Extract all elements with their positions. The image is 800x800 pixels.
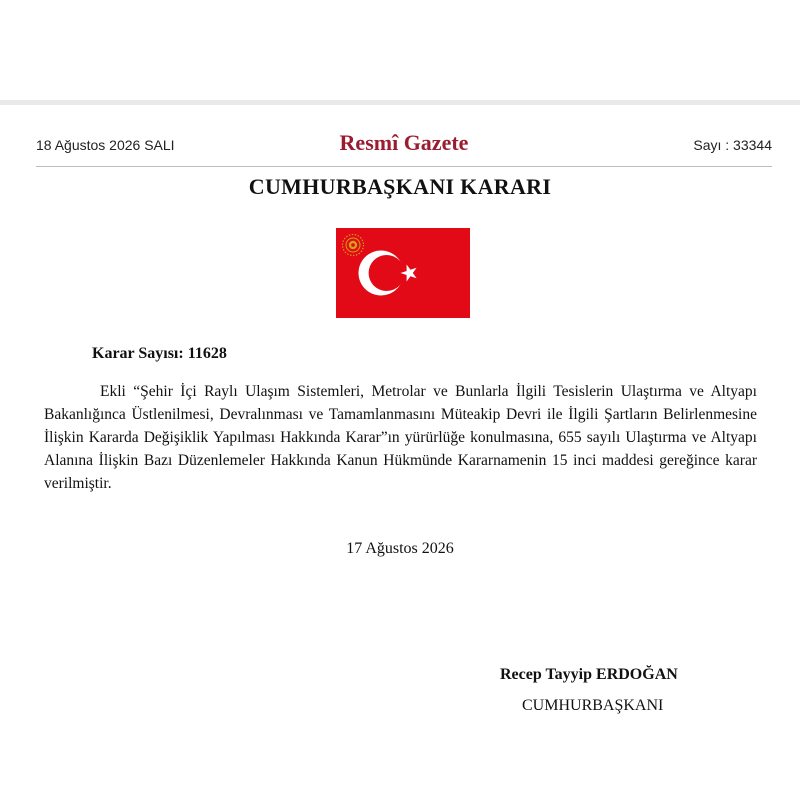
issue-number: Sayı : 33344 <box>693 137 772 153</box>
header-divider <box>36 166 772 167</box>
document-title: CUMHURBAŞKANI KARARI <box>248 174 552 199</box>
gazette-title: Resmî Gazete <box>339 130 469 155</box>
gazette-header <box>36 128 772 162</box>
issue-date: 18 Ağustos 2026 SALI <box>36 137 175 153</box>
decision-date: 17 Ağustos 2026 <box>346 540 454 557</box>
signatory-title: CUMHURBAŞKANI <box>522 697 664 714</box>
decision-body-text: Ekli “Şehir İçi Raylı Ulaşım Sistemleri, Metrolar ve Bunlarla İlgili Tesislerin Ulaştırma ve Altyapı Bakanlığınca Üstlenilmesi, Devralınması ve Tamamlanmasını Müteakip Devri ile İlgili Şartların Belirlenmesine İlişkin Kararda Değişiklik Yapılması Hakkında Karar”ın yürürlüğe konulmasına, 655 sayılı Ulaştırma ve Altyapı Alanına İlişkin Bazı Düzenlemeler Hakkında Kanun Hükmünde Kararnamenin 15 inci maddesi gereğince karar verilmiştir. <box>44 383 757 492</box>
turkish-flag-icon <box>336 228 470 318</box>
signatory-name: Recep Tayyip ERDOĞAN <box>500 666 678 683</box>
decision-number: Karar Sayısı: 11628 <box>92 345 227 362</box>
top-separator <box>0 100 800 105</box>
